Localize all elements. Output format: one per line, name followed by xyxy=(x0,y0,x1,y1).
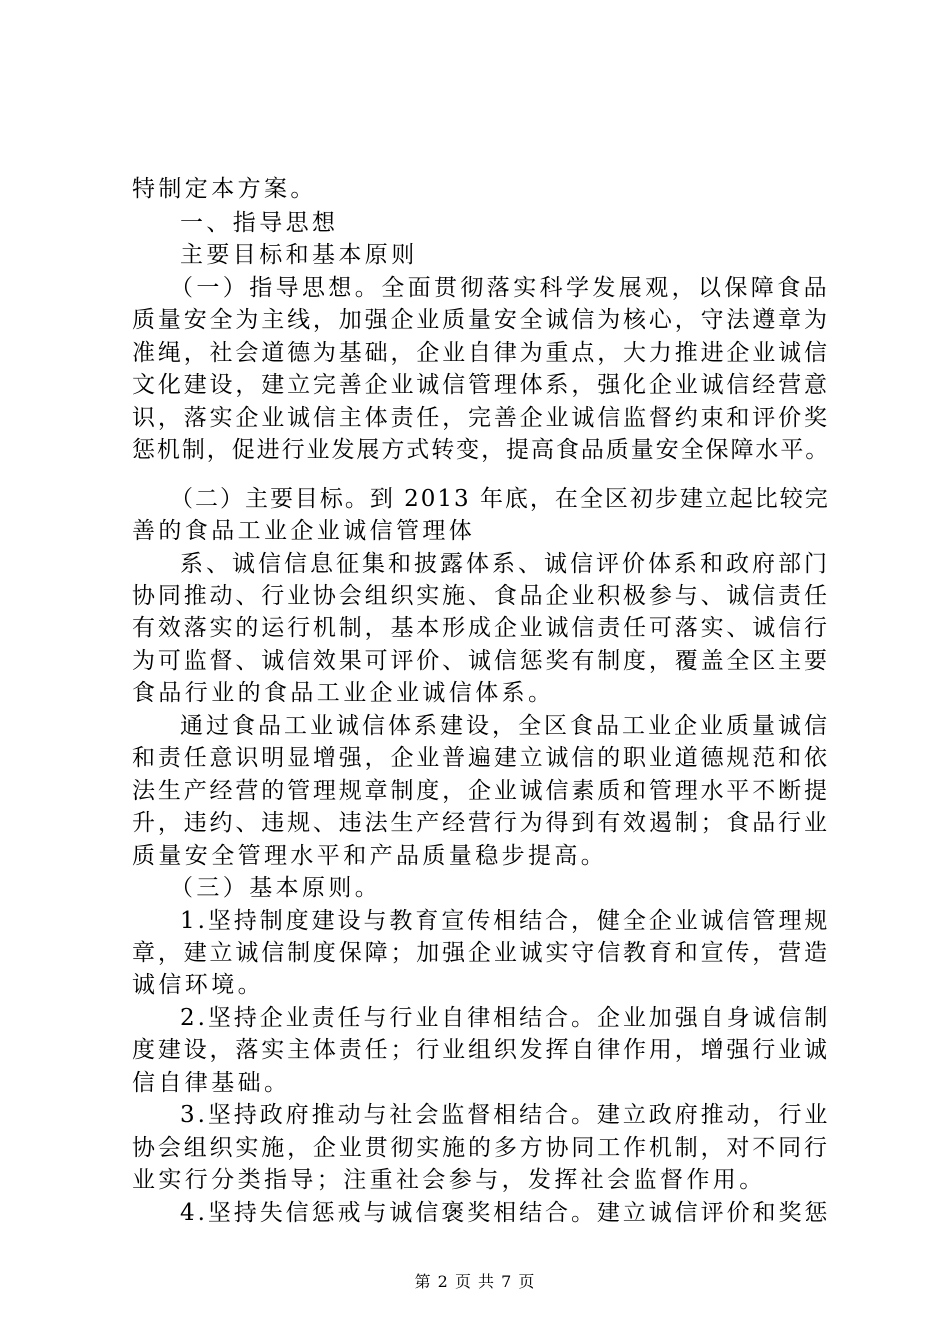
paragraph-line: 食品行业的食品工业企业诚信体系。 xyxy=(132,680,555,706)
section-heading: 一、指导思想 xyxy=(180,210,339,236)
paragraph-line: 章，建立诚信制度保障；加强企业诚实守信教育和宣传，营造 xyxy=(132,940,830,966)
paragraph-line: 4.坚持失信惩戒与诚信褒奖相结合。建立诚信评价和奖惩 xyxy=(180,1200,831,1226)
paragraph-line: （二）主要目标。到 2013 年底，在全区初步建立起比较完 xyxy=(170,486,830,512)
paragraph-line: 和责任意识明显增强，企业普遍建立诚信的职业道德规范和依 xyxy=(132,745,830,771)
paragraph-line: 通过食品工业诚信体系建设，全区食品工业企业质量诚信 xyxy=(180,713,830,739)
paragraph-line: 1.坚持制度建设与教育宣传相结合，健全企业诚信管理规 xyxy=(180,908,831,934)
paragraph-line: 诚信环境。 xyxy=(132,972,264,998)
paragraph-line: 协同推动、行业协会组织实施、食品企业积极参与、诚信责任 xyxy=(132,583,830,609)
section-heading: （三）基本原则。 xyxy=(170,875,382,901)
paragraph-line: 3.坚持政府推动与社会监督相结合。建立政府推动，行业 xyxy=(180,1102,831,1128)
paragraph-line: 系、诚信信息征集和披露体系、诚信评价体系和政府部门 xyxy=(180,551,830,577)
paragraph-line: 文化建设，建立完善企业诚信管理体系，强化企业诚信经营意 xyxy=(132,372,830,398)
paragraph-line: 法生产经营的管理规章制度，企业诚信素质和管理水平不断提 xyxy=(132,778,830,804)
paragraph-line: 协会组织实施，企业贯彻实施的多方协同工作机制，对不同行 xyxy=(132,1135,830,1161)
paragraph-line: 为可监督、诚信效果可评价、诚信惩奖有制度，覆盖全区主要 xyxy=(132,648,830,674)
paragraph-line: 业实行分类指导；注重社会参与，发挥社会监督作用。 xyxy=(132,1167,766,1193)
paragraph-line: 质量安全为主线，加强企业质量安全诚信为核心，守法遵章为 xyxy=(132,307,830,333)
paragraph-line: 善的食品工业企业诚信管理体 xyxy=(132,518,476,544)
paragraph-line: 升，违约、违规、违法生产经营行为得到有效遏制；食品行业 xyxy=(132,810,830,836)
paragraph-line: 质量安全管理水平和产品质量稳步提高。 xyxy=(132,843,608,869)
paragraph-line: 惩机制，促进行业发展方式转变，提高食品质量安全保障水平。 xyxy=(132,437,831,463)
paragraph-line: 2.坚持企业责任与行业自律相结合。企业加强自身诚信制 xyxy=(180,1005,831,1031)
paragraph-line: 有效落实的运行机制，基本形成企业诚信责任可落实、诚信行 xyxy=(132,615,830,641)
paragraph-line: 信自律基础。 xyxy=(132,1070,291,1096)
section-heading: 主要目标和基本原则 xyxy=(180,242,418,268)
paragraph-line: （一）指导思想。全面贯彻落实科学发展观，以保障食品 xyxy=(170,275,830,301)
paragraph-line: 度建设，落实主体责任；行业组织发挥自律作用，增强行业诚 xyxy=(132,1037,830,1063)
paragraph-line: 准绳，社会道德为基础，企业自律为重点，大力推进企业诚信 xyxy=(132,340,830,366)
page-number-footer: 第 2 页 共 7 页 xyxy=(414,1272,536,1291)
paragraph-line: 特制定本方案。 xyxy=(132,176,317,202)
paragraph-line: 识，落实企业诚信主体责任，完善企业诚信监督约束和评价奖 xyxy=(132,405,830,431)
